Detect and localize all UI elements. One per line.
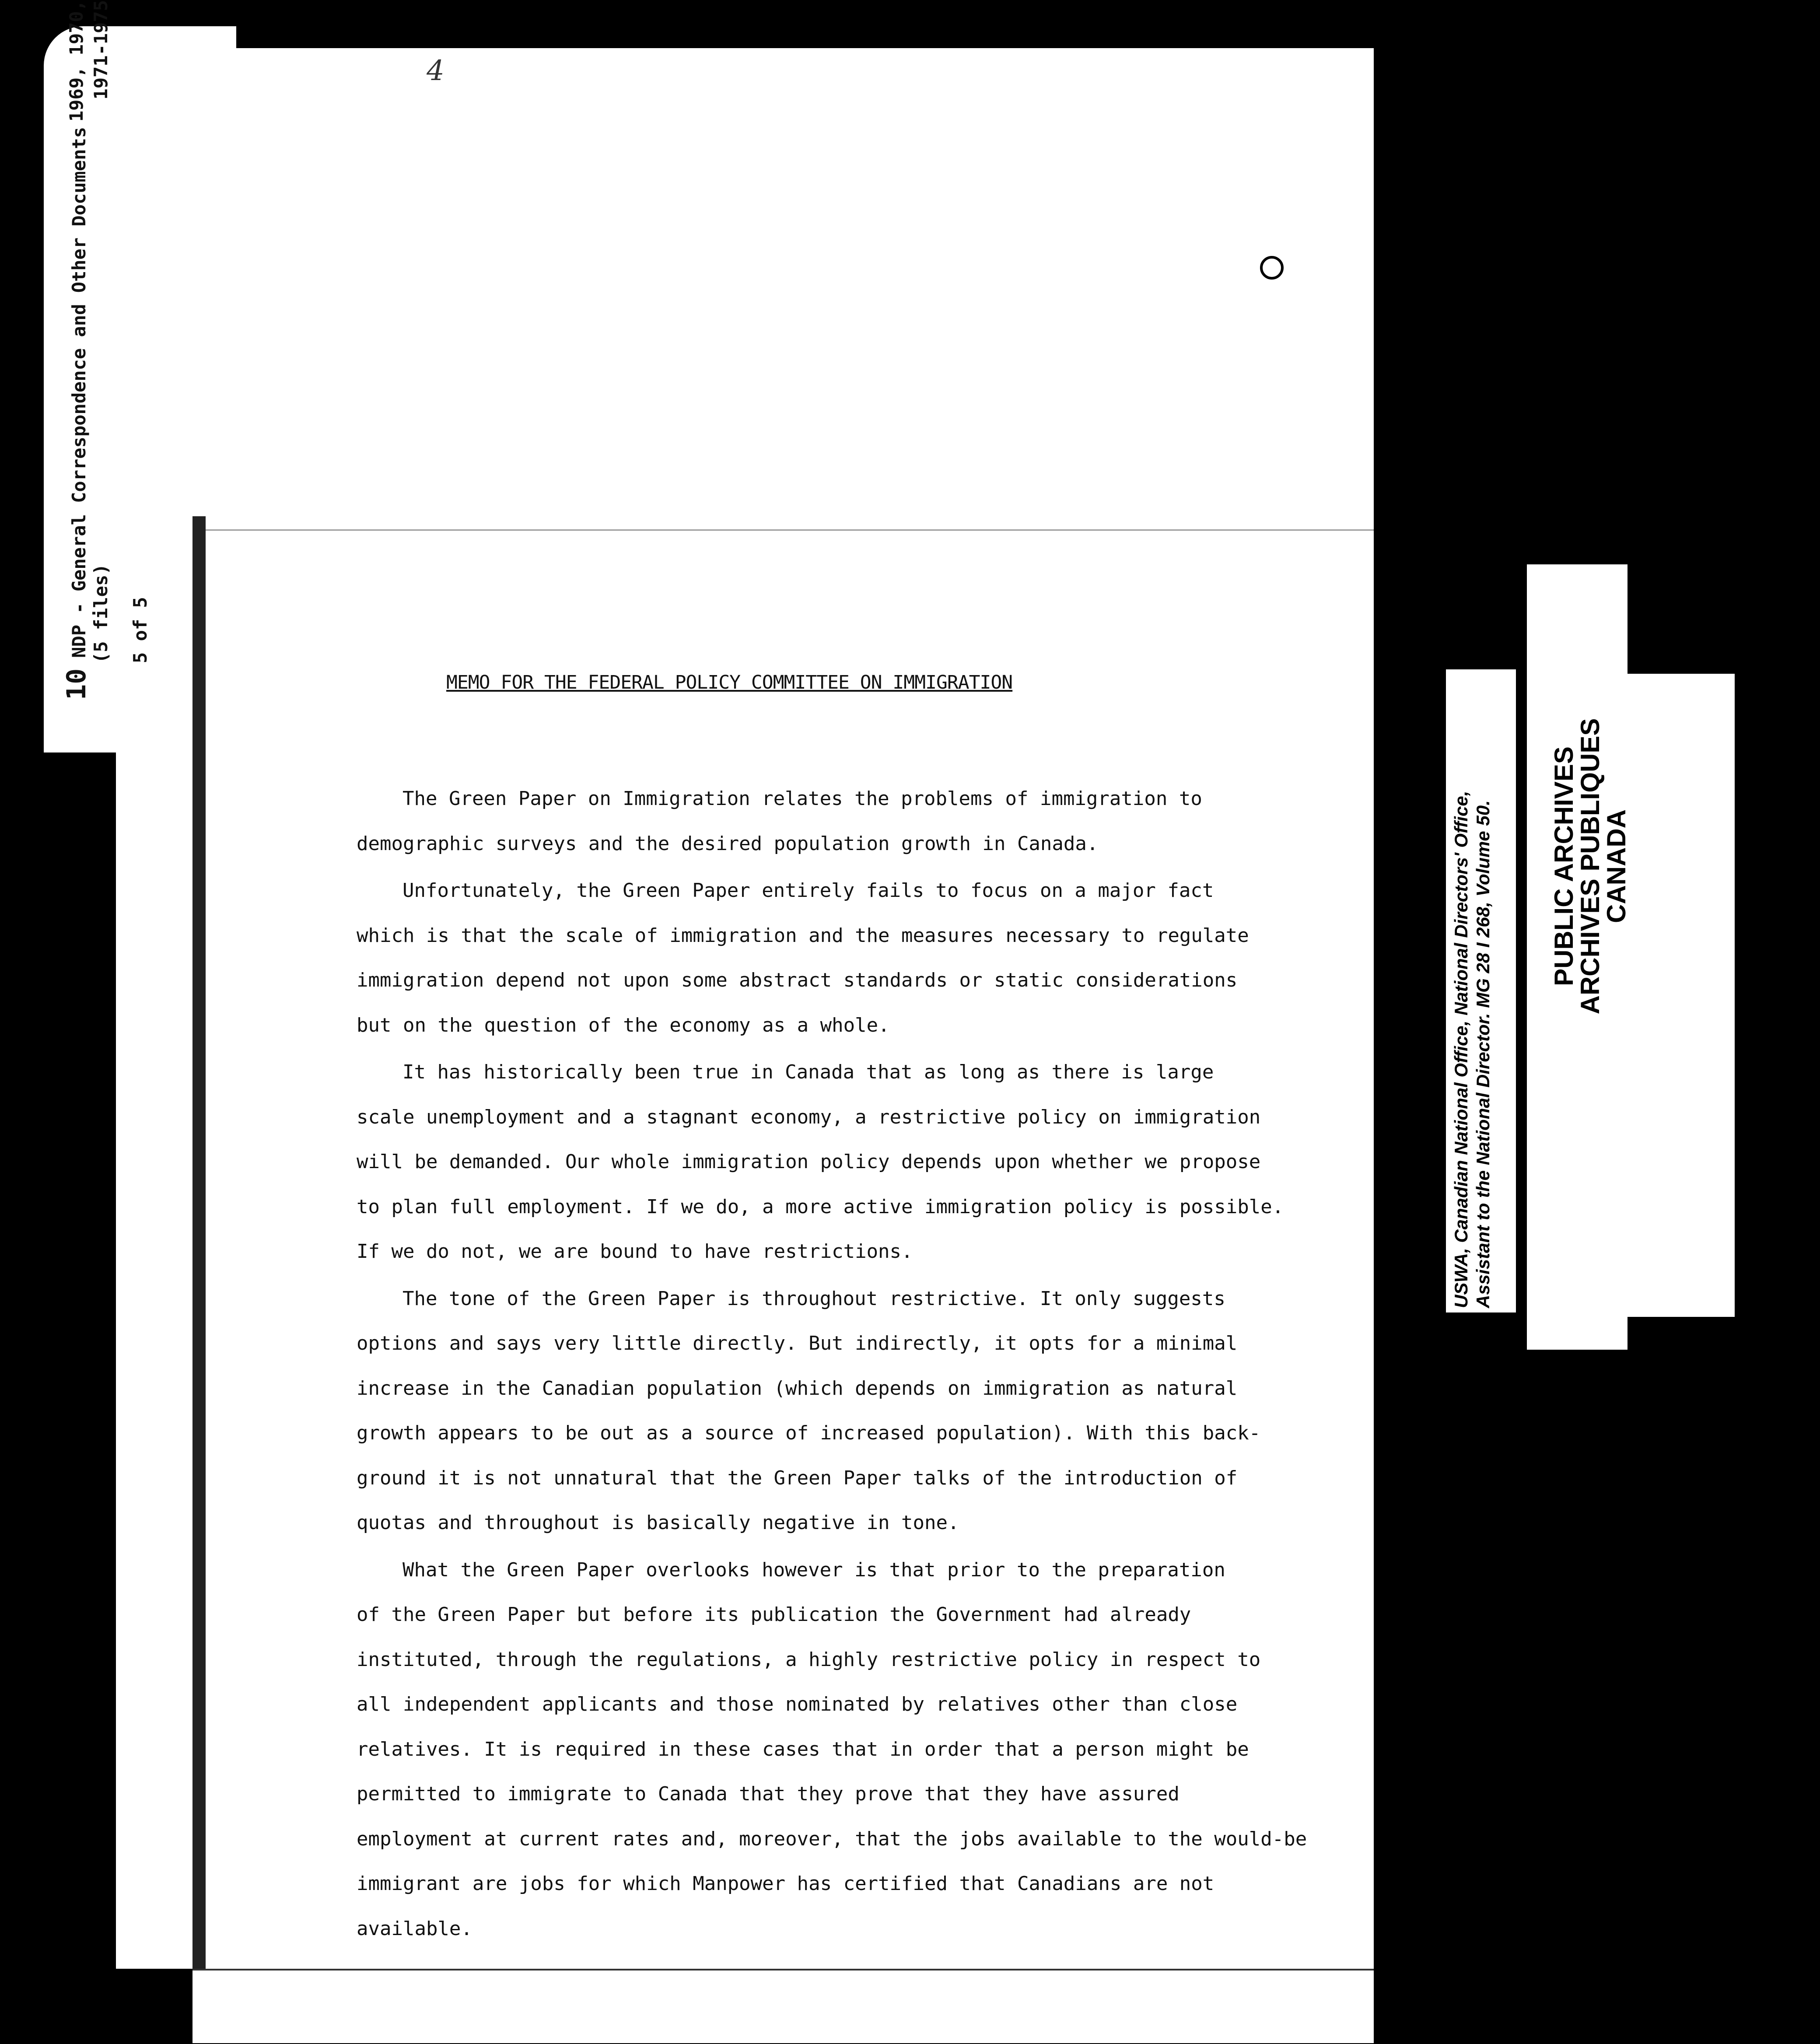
- memo-title: MEMO FOR THE FEDERAL POLICY COMMITTEE ON IMMIGRATION: [446, 672, 1013, 693]
- archive-stamp-line-3: CANADA: [1602, 809, 1631, 923]
- text-line: The Green Paper on Immigration relates the problems of immigration to: [402, 788, 1202, 810]
- folder-years-1: 1969, 1970,: [66, 0, 87, 122]
- text-line: ground it is not unnatural that the Green Paper talks of the introduction of: [357, 1466, 1238, 1489]
- folder-years-2: 1971-1975: [90, 0, 112, 100]
- memo: [357, 669, 1307, 1953]
- text-line: employment at current rates and, moreover, that the jobs available to the would-be: [357, 1827, 1307, 1850]
- text-line: instituted, through the regulations, a highly restrictive policy in respect to: [357, 1648, 1261, 1671]
- memo-paragraph-5: [357, 1548, 1307, 1952]
- folder-notch: [42, 752, 116, 1978]
- folder-title: NDP - General Correspondence and Other Documents: [68, 127, 90, 658]
- text-line: available.: [357, 1917, 472, 1940]
- text-line: to plan full employment. If we do, a more active immigration policy is possible.: [357, 1195, 1284, 1218]
- text-line: immigrant are jobs for which Manpower has certified that Canadians are not: [357, 1872, 1214, 1895]
- text-line: relatives. It is required in these cases that in order that a person might be: [357, 1738, 1249, 1760]
- archive-stamp-line-2: ARCHIVES PUBLIQUES: [1575, 718, 1605, 1015]
- pencil-page-mark: 4: [427, 55, 444, 87]
- memo-paragraph-4: [357, 1277, 1297, 1546]
- archive-stamp: [1551, 648, 1630, 1085]
- text-line: permitted to immigrate to Canada that they prove that they have assured: [357, 1783, 1180, 1805]
- folder-label: [61, 0, 151, 700]
- folder-number-mark: 10: [61, 668, 92, 700]
- text-line: demographic surveys and the desired population growth in Canada.: [357, 832, 1099, 855]
- binder-hole-icon: [1260, 256, 1284, 280]
- archive-credit-line-2: Assistant to the National Director. MG 28 I 268, Volume 50.: [1473, 800, 1493, 1308]
- text-line: which is that the scale of immigration and the measures necessary to regulate: [357, 924, 1249, 947]
- memo-paragraph-2: [357, 868, 1297, 1048]
- text-line: will be demanded. Our whole immigration policy depends upon whether we propose: [357, 1151, 1261, 1173]
- archive-credit-line-1: USWA, Canadian National Office, National Directors' Office,: [1451, 791, 1471, 1308]
- text-line: The tone of the Green Paper is throughout restrictive. It only suggests: [402, 1287, 1225, 1310]
- archive-credit: [1450, 687, 1494, 1308]
- page-edge: [192, 516, 206, 1982]
- text-line: all independent applicants and those nominated by relatives other than close: [357, 1693, 1238, 1715]
- text-line: growth appears to be out as a source of increased population). With this back-: [357, 1422, 1261, 1444]
- text-line: Unfortunately, the Green Paper entirely fails to focus on a major fact: [402, 879, 1214, 902]
- folder-file-count: (5 files): [90, 564, 112, 663]
- text-line: scale unemployment and a stagnant economy, a restrictive policy on immigration: [357, 1106, 1261, 1128]
- page-bottom-edge: [192, 1969, 1374, 1988]
- text-line: quotas and throughout is basically negative in tone.: [357, 1512, 959, 1534]
- memo-paragraph-1: [357, 777, 1297, 866]
- blank-strip: [1621, 674, 1735, 1317]
- folder-file-index: 5 of 5: [130, 597, 151, 663]
- text-line: increase in the Canadian population (which depends on immigration as natural: [357, 1377, 1238, 1400]
- text-line: options and says very little directly. But indirectly, it opts for a minimal: [357, 1332, 1238, 1354]
- top-sheet: [192, 48, 1374, 531]
- text-line: but on the question of the economy as a whole.: [357, 1014, 890, 1036]
- text-line: It has historically been true in Canada that as long as there is large: [402, 1061, 1214, 1083]
- text-line: What the Green Paper overlooks however is that prior to the preparation: [402, 1558, 1225, 1581]
- text-line: If we do not, we are bound to have restrictions.: [357, 1240, 913, 1263]
- text-line: immigration depend not upon some abstract standards or static considerations: [357, 969, 1238, 991]
- text-line: of the Green Paper but before its publication the Government had already: [357, 1603, 1191, 1626]
- memo-paragraph-3: [357, 1050, 1297, 1274]
- archive-stamp-line-1: PUBLIC ARCHIVES: [1549, 746, 1578, 986]
